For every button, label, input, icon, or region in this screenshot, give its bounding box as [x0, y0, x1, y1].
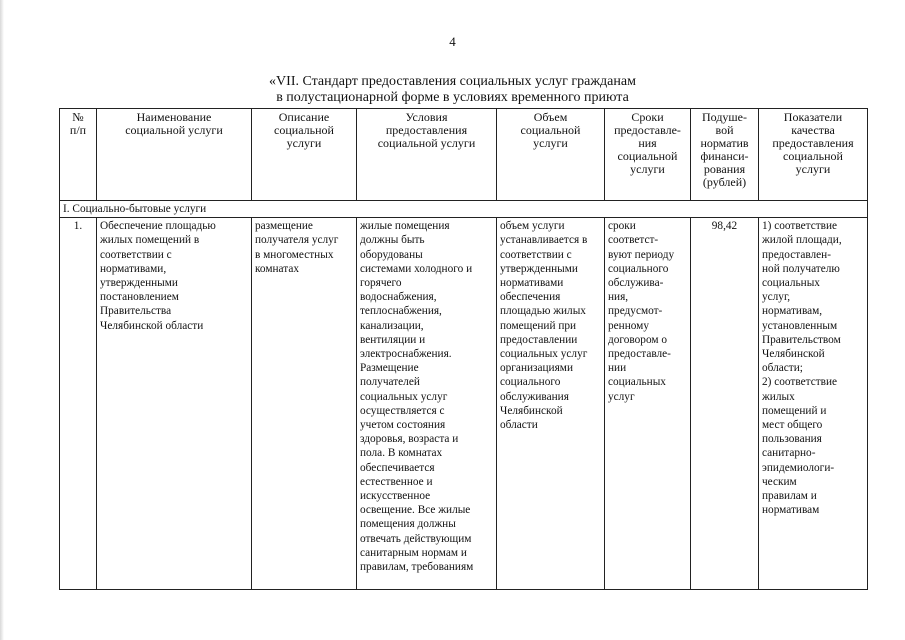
section-title-line-2: в полустационарной форме в условиях временного приюта	[276, 90, 629, 105]
cell-volume: объем услуги устанавливается в соответствии с утвержденными нормативами обеспечения площадью жилых помещений при предоставлении социальных услуг организациями социального обслуживания Челябинской области	[497, 218, 605, 590]
header-service-name: Наименование социальной услуги	[97, 109, 252, 201]
table-header-row	[60, 109, 868, 201]
cell-quality: 1) соответствие жилой площади, предоставлен- ной получателю социальных услуг, нормативам, установленным Правительством Челябинской области; 2) соответствие жилых помещений и мест общего пользования санитарно- эпидемиологи- ческим правилам и нормативам	[759, 218, 868, 590]
header-norm: Подуше- вой норматив финанси- рования (рублей)	[691, 109, 759, 201]
header-volume: Объем социальной услуги	[497, 109, 605, 201]
section-title-line-1: «VII. Стандарт предоставления социальных услуг гражданам	[269, 74, 636, 89]
cell-service-name: Обеспечение площадью жилых помещений в соответствии с нормативами, утвержденными постановлением Правительства Челябинской области	[97, 218, 252, 590]
table-row	[60, 218, 868, 590]
cell-norm: 98,42	[691, 218, 759, 590]
header-number: № п/п	[60, 109, 97, 201]
header-conditions: Условия предоставления социальной услуги	[357, 109, 497, 201]
cell-number: 1.	[60, 218, 97, 590]
header-terms: Сроки предоставле- ния социальной услуги	[605, 109, 691, 201]
cell-description: размещение получателя услуг в многоместных комнатах	[252, 218, 357, 590]
standard-table	[59, 108, 868, 590]
header-quality: Показатели качества предоставления социальной услуги	[759, 109, 868, 201]
table-section-row	[60, 201, 868, 218]
cell-conditions: жилые помещения должны быть оборудованы системами холодного и горячего водоснабжения, теплоснабжения, канализации, вентиляции и электроснабжения. Размещение получателей социальных услуг осуществляется с учетом состояния здоровья, возраста и пола. В комнатах обеспечивается естественное и искусственное освещение. Все жилые помещения должны отвечать действующим санитарным нормам и правилам, требованиям	[357, 218, 497, 590]
header-description: Описание социальной услуги	[252, 109, 357, 201]
section-heading: I. Социально-бытовые услуги	[60, 201, 868, 218]
cell-terms: сроки соответст- вуют периоду социального обслужива- ния, предусмот- ренному договором о предоставле- нии социальных услуг	[605, 218, 691, 590]
page-number: 4	[449, 34, 456, 49]
section-title	[0, 74, 905, 106]
